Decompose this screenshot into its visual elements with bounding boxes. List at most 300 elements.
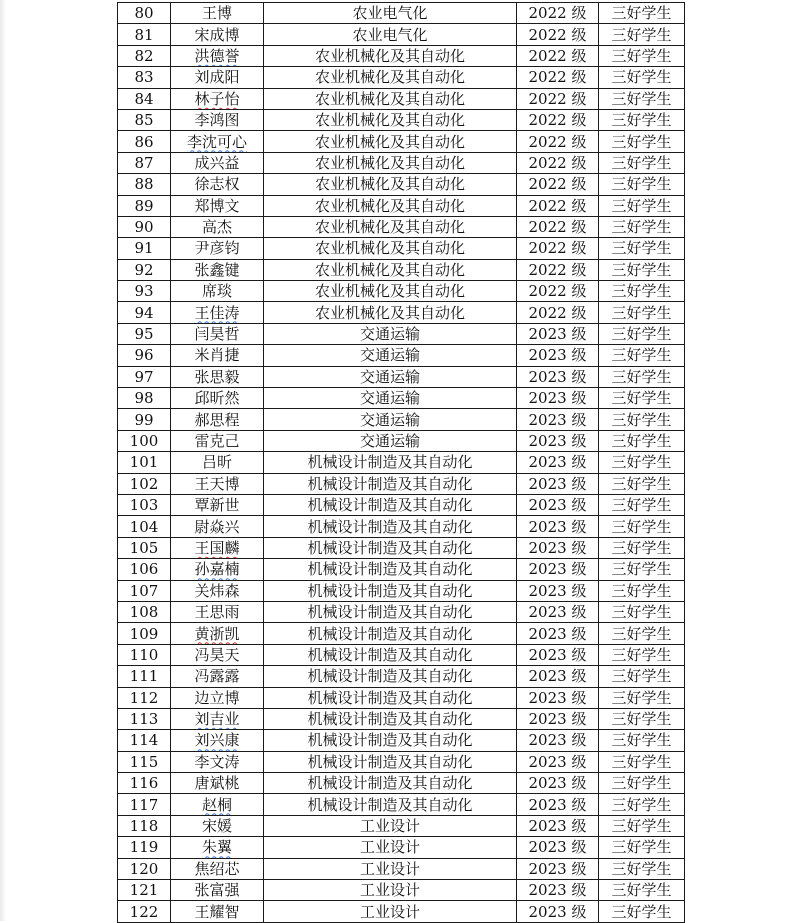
cell-grade	[517, 259, 599, 280]
cell-award-text: 三好学生	[611, 153, 672, 172]
cell-name-text: 孙嘉楠	[194, 560, 240, 579]
cell-award	[599, 131, 685, 152]
cell-major-text: 交通运输	[359, 367, 420, 386]
cell-name-text: 李鸿图	[194, 111, 240, 130]
cell-major-text: 机械设计制造及其自动化	[307, 538, 473, 557]
cell-major	[264, 516, 517, 537]
cell-number	[118, 366, 171, 387]
cell-award	[599, 473, 685, 494]
cell-major-text: 农业机械化及其自动化	[314, 111, 465, 130]
table-row	[118, 323, 685, 344]
cell-major	[264, 109, 517, 130]
cell-award-text: 三好学生	[611, 517, 672, 536]
cell-award-text: 三好学生	[611, 581, 672, 600]
cell-award-text: 三好学生	[611, 46, 672, 65]
cell-name	[171, 794, 264, 815]
cell-award-text: 三好学生	[611, 645, 672, 664]
cell-name	[171, 880, 264, 901]
cell-award-text: 三好学生	[611, 432, 672, 450]
cell-grade	[517, 323, 599, 344]
cell-major-text: 农业机械化及其自动化	[314, 46, 465, 65]
cell-major	[264, 366, 517, 387]
cell-grade-text: 2023 级	[528, 881, 587, 900]
table-row	[118, 259, 685, 280]
cell-name	[171, 858, 264, 879]
cell-number-text: 82	[134, 46, 154, 65]
cell-award	[599, 281, 685, 302]
cell-award	[599, 730, 685, 751]
cell-award-text: 三好学生	[611, 260, 672, 279]
cell-number	[118, 3, 171, 24]
table-row	[118, 388, 685, 409]
award-roster-table	[117, 2, 685, 923]
cell-name-text: 张鑫键	[194, 260, 240, 279]
table-row	[118, 195, 685, 216]
cell-award-text: 三好学生	[611, 538, 672, 557]
cell-major-text: 机械设计制造及其自动化	[307, 453, 473, 472]
cell-grade-text: 2023 级	[528, 774, 587, 793]
table-row	[118, 67, 685, 88]
cell-name	[171, 323, 264, 344]
cell-major	[264, 88, 517, 109]
cell-award-text: 三好学生	[611, 4, 672, 23]
cell-award	[599, 880, 685, 901]
cell-name-text: 徐志权	[194, 175, 240, 194]
cell-award	[599, 216, 685, 237]
cell-grade-text: 2022 级	[528, 303, 587, 322]
cell-award-text: 三好学生	[611, 859, 672, 878]
cell-grade	[517, 773, 599, 794]
table-row	[118, 880, 685, 901]
cell-number-text: 90	[134, 218, 154, 237]
table-row	[118, 281, 685, 302]
cell-award-text: 三好学生	[611, 303, 672, 322]
cell-grade-text: 2023 级	[528, 902, 587, 921]
cell-award	[599, 409, 685, 430]
cell-award	[599, 323, 685, 344]
cell-grade	[517, 152, 599, 173]
cell-name-text: 王耀智	[194, 902, 240, 921]
cell-grade-text: 2022 级	[528, 239, 587, 258]
cell-grade-text: 2022 级	[528, 132, 587, 151]
cell-award	[599, 345, 685, 366]
cell-major	[264, 687, 517, 708]
cell-grade	[517, 45, 599, 66]
cell-grade	[517, 494, 599, 515]
cell-grade-text: 2023 级	[528, 410, 587, 429]
cell-major-text: 交通运输	[359, 346, 420, 365]
cell-grade	[517, 3, 599, 24]
cell-award	[599, 601, 685, 622]
cell-number-text: 115	[129, 752, 159, 771]
cell-grade-text: 2023 级	[528, 645, 587, 664]
cell-major-text: 农业机械化及其自动化	[314, 132, 465, 151]
cell-award-text: 三好学生	[611, 902, 672, 921]
cell-award	[599, 708, 685, 729]
cell-name	[171, 494, 264, 515]
cell-award-text: 三好学生	[611, 688, 672, 707]
cell-major-text: 交通运输	[359, 432, 420, 450]
cell-number	[118, 281, 171, 302]
cell-major-text: 工业设计	[359, 859, 420, 878]
cell-number	[118, 666, 171, 687]
cell-name	[171, 644, 264, 665]
cell-number-text: 97	[134, 367, 154, 386]
cell-name	[171, 559, 264, 580]
cell-grade-text: 2023 级	[528, 496, 587, 515]
cell-name	[171, 751, 264, 772]
cell-number	[118, 794, 171, 815]
cell-award-text: 三好学生	[611, 111, 672, 130]
cell-grade	[517, 516, 599, 537]
cell-major-text: 农业电气化	[352, 25, 428, 44]
cell-number	[118, 773, 171, 794]
table-row	[118, 537, 685, 558]
table-row	[118, 901, 685, 922]
cell-name	[171, 302, 264, 323]
cell-grade-text: 2023 级	[528, 389, 587, 408]
cell-award-text: 三好学生	[611, 389, 672, 408]
cell-name	[171, 430, 264, 451]
cell-grade	[517, 109, 599, 130]
cell-major-text: 机械设计制造及其自动化	[307, 688, 473, 707]
cell-grade-text: 2022 级	[528, 68, 587, 87]
cell-grade	[517, 687, 599, 708]
cell-number-text: 111	[129, 667, 159, 686]
cell-award-text: 三好学生	[611, 196, 672, 215]
cell-major	[264, 666, 517, 687]
cell-award-text: 三好学生	[611, 175, 672, 194]
cell-name	[171, 815, 264, 836]
cell-name	[171, 837, 264, 858]
cell-grade	[517, 473, 599, 494]
cell-award	[599, 494, 685, 515]
cell-grade-text: 2022 级	[528, 25, 587, 44]
cell-number	[118, 815, 171, 836]
cell-grade-text: 2022 级	[528, 282, 587, 301]
cell-grade-text: 2023 级	[528, 752, 587, 771]
cell-award-text: 三好学生	[611, 603, 672, 622]
cell-grade	[517, 388, 599, 409]
cell-grade	[517, 345, 599, 366]
cell-major	[264, 3, 517, 24]
cell-name	[171, 901, 264, 922]
cell-grade-text: 2023 级	[528, 817, 587, 836]
cell-number-text: 110	[129, 645, 159, 664]
cell-number-text: 103	[129, 496, 159, 515]
cell-name	[171, 601, 264, 622]
cell-major	[264, 259, 517, 280]
cell-number-text: 94	[134, 303, 154, 322]
cell-major	[264, 302, 517, 323]
cell-number	[118, 302, 171, 323]
cell-number-text: 100	[129, 432, 159, 450]
cell-award	[599, 815, 685, 836]
cell-number-text: 109	[129, 624, 159, 643]
cell-name-text: 闫昊哲	[194, 325, 240, 344]
cell-major-text: 机械设计制造及其自动化	[307, 667, 473, 686]
table-row	[118, 559, 685, 580]
cell-major-text: 机械设计制造及其自动化	[307, 795, 473, 814]
cell-name	[171, 88, 264, 109]
cell-major	[264, 580, 517, 601]
cell-number	[118, 323, 171, 344]
cell-major-text: 交通运输	[359, 389, 420, 408]
cell-award-text: 三好学生	[611, 68, 672, 87]
cell-award	[599, 623, 685, 644]
cell-major	[264, 644, 517, 665]
cell-number-text: 85	[134, 111, 154, 130]
cell-award	[599, 430, 685, 451]
cell-number	[118, 473, 171, 494]
cell-name-text: 尹彦钧	[194, 239, 240, 258]
cell-major-text: 机械设计制造及其自动化	[307, 731, 473, 750]
cell-award	[599, 858, 685, 879]
cell-major-text: 机械设计制造及其自动化	[307, 710, 473, 729]
cell-number	[118, 516, 171, 537]
cell-number	[118, 216, 171, 237]
cell-major	[264, 281, 517, 302]
cell-major-text: 农业机械化及其自动化	[314, 260, 465, 279]
cell-name-text: 王思雨	[194, 603, 240, 622]
cell-grade-text: 2023 级	[528, 474, 587, 493]
cell-grade	[517, 794, 599, 815]
cell-grade-text: 2022 级	[528, 46, 587, 65]
cell-number	[118, 751, 171, 772]
cell-number	[118, 837, 171, 858]
table-row	[118, 815, 685, 836]
cell-number	[118, 45, 171, 66]
cell-grade	[517, 88, 599, 109]
cell-number	[118, 901, 171, 922]
cell-number-text: 81	[134, 25, 154, 44]
cell-major-text: 机械设计制造及其自动化	[307, 517, 473, 536]
table-row	[118, 494, 685, 515]
cell-number-text: 105	[129, 538, 159, 557]
cell-name-text: 王国麟	[194, 538, 240, 557]
cell-name	[171, 345, 264, 366]
table-row	[118, 751, 685, 772]
cell-major-text: 工业设计	[359, 881, 420, 900]
cell-grade	[517, 195, 599, 216]
cell-name	[171, 45, 264, 66]
cell-grade	[517, 708, 599, 729]
cell-name	[171, 623, 264, 644]
cell-name-text: 宋媛	[201, 817, 232, 836]
cell-number	[118, 730, 171, 751]
table-row	[118, 366, 685, 387]
cell-major	[264, 238, 517, 259]
cell-number	[118, 152, 171, 173]
cell-major-text: 机械设计制造及其自动化	[307, 474, 473, 493]
cell-grade	[517, 67, 599, 88]
cell-name-text: 黄浙凯	[194, 624, 240, 643]
cell-name-text: 成兴益	[194, 153, 240, 172]
cell-major	[264, 473, 517, 494]
cell-grade-text: 2023 级	[528, 624, 587, 643]
table-row	[118, 216, 685, 237]
cell-major	[264, 559, 517, 580]
cell-grade-text: 2023 级	[528, 667, 587, 686]
cell-name-text: 米肖捷	[194, 346, 240, 365]
table-row	[118, 88, 685, 109]
roster-body	[118, 3, 685, 923]
cell-award	[599, 174, 685, 195]
cell-grade	[517, 623, 599, 644]
cell-major	[264, 623, 517, 644]
cell-number	[118, 687, 171, 708]
cell-number	[118, 880, 171, 901]
cell-grade	[517, 24, 599, 45]
table-row	[118, 3, 685, 24]
table-row	[118, 45, 685, 66]
cell-major	[264, 815, 517, 836]
cell-award-text: 三好学生	[611, 239, 672, 258]
cell-award-text: 三好学生	[611, 218, 672, 237]
cell-award	[599, 302, 685, 323]
cell-major-text: 农业机械化及其自动化	[314, 153, 465, 172]
cell-name	[171, 24, 264, 45]
cell-grade-text: 2023 级	[528, 859, 587, 878]
cell-grade	[517, 430, 599, 451]
cell-name	[171, 131, 264, 152]
cell-award-text: 三好学生	[611, 560, 672, 579]
cell-grade	[517, 216, 599, 237]
cell-name	[171, 666, 264, 687]
cell-award	[599, 537, 685, 558]
cell-name-text: 刘兴康	[194, 731, 240, 750]
table-row	[118, 601, 685, 622]
cell-major	[264, 858, 517, 879]
cell-number-text: 107	[129, 581, 159, 600]
cell-number	[118, 109, 171, 130]
table-row	[118, 666, 685, 687]
cell-number-text: 120	[129, 859, 159, 878]
cell-major	[264, 901, 517, 922]
cell-name	[171, 67, 264, 88]
cell-number-text: 83	[134, 68, 154, 87]
cell-grade-text: 2023 级	[528, 688, 587, 707]
cell-major	[264, 730, 517, 751]
cell-name	[171, 366, 264, 387]
cell-major	[264, 195, 517, 216]
cell-name	[171, 452, 264, 473]
cell-grade-text: 2022 级	[528, 4, 587, 23]
cell-major	[264, 409, 517, 430]
cell-number-text: 98	[134, 389, 154, 408]
cell-name	[171, 152, 264, 173]
cell-award-text: 三好学生	[611, 282, 672, 301]
cell-major	[264, 152, 517, 173]
cell-grade	[517, 559, 599, 580]
cell-number-text: 108	[129, 603, 159, 622]
cell-name	[171, 281, 264, 302]
cell-grade	[517, 837, 599, 858]
cell-grade-text: 2023 级	[528, 432, 587, 450]
cell-name-text: 冯昊天	[194, 645, 240, 664]
cell-number-text: 101	[129, 453, 159, 472]
cell-name-text: 林子怡	[194, 89, 240, 108]
cell-major	[264, 45, 517, 66]
cell-major	[264, 452, 517, 473]
table-row	[118, 858, 685, 879]
cell-award-text: 三好学生	[611, 132, 672, 151]
cell-number	[118, 708, 171, 729]
cell-grade	[517, 601, 599, 622]
table-row	[118, 794, 685, 815]
table-row	[118, 730, 685, 751]
cell-major-text: 机械设计制造及其自动化	[307, 774, 473, 793]
cell-award	[599, 152, 685, 173]
cell-number	[118, 623, 171, 644]
cell-name-text: 赵桐	[201, 795, 232, 814]
cell-number	[118, 67, 171, 88]
cell-major	[264, 773, 517, 794]
cell-award	[599, 666, 685, 687]
cell-number-text: 119	[129, 838, 159, 857]
cell-number	[118, 88, 171, 109]
cell-name-text: 边立博	[194, 688, 240, 707]
cell-name-text: 张富强	[194, 881, 240, 900]
cell-major-text: 工业设计	[359, 838, 420, 857]
cell-award	[599, 901, 685, 922]
cell-name	[171, 216, 264, 237]
cell-grade	[517, 666, 599, 687]
cell-name-text: 席琰	[201, 282, 232, 301]
cell-name	[171, 580, 264, 601]
cell-number-text: 99	[134, 410, 154, 429]
cell-grade	[517, 815, 599, 836]
cell-name-text: 宋成博	[194, 25, 240, 44]
cell-grade-text: 2023 级	[528, 560, 587, 579]
cell-award-text: 三好学生	[611, 25, 672, 44]
cell-name	[171, 388, 264, 409]
cell-name-text: 郝思程	[194, 410, 240, 429]
cell-number	[118, 430, 171, 451]
cell-award	[599, 751, 685, 772]
cell-award-text: 三好学生	[611, 774, 672, 793]
cell-number	[118, 452, 171, 473]
cell-number-text: 91	[134, 239, 154, 258]
cell-grade-text: 2023 级	[528, 795, 587, 814]
cell-major	[264, 708, 517, 729]
cell-award	[599, 794, 685, 815]
cell-major	[264, 323, 517, 344]
cell-grade	[517, 409, 599, 430]
cell-award	[599, 687, 685, 708]
cell-number	[118, 259, 171, 280]
cell-name-text: 张思毅	[194, 367, 240, 386]
cell-grade	[517, 174, 599, 195]
cell-number	[118, 174, 171, 195]
cell-award	[599, 388, 685, 409]
cell-grade	[517, 580, 599, 601]
cell-name-text: 刘吉业	[194, 710, 240, 729]
cell-number-text: 118	[129, 817, 159, 836]
table-row	[118, 452, 685, 473]
cell-major-text: 机械设计制造及其自动化	[307, 645, 473, 664]
cell-name-text: 李文涛	[194, 752, 240, 771]
table-row	[118, 131, 685, 152]
cell-number-text: 116	[129, 774, 159, 793]
cell-grade-text: 2023 级	[528, 517, 587, 536]
cell-grade-text: 2023 级	[528, 603, 587, 622]
cell-award	[599, 238, 685, 259]
table-row	[118, 302, 685, 323]
cell-grade	[517, 281, 599, 302]
cell-grade-text: 2023 级	[528, 710, 587, 729]
cell-number	[118, 345, 171, 366]
